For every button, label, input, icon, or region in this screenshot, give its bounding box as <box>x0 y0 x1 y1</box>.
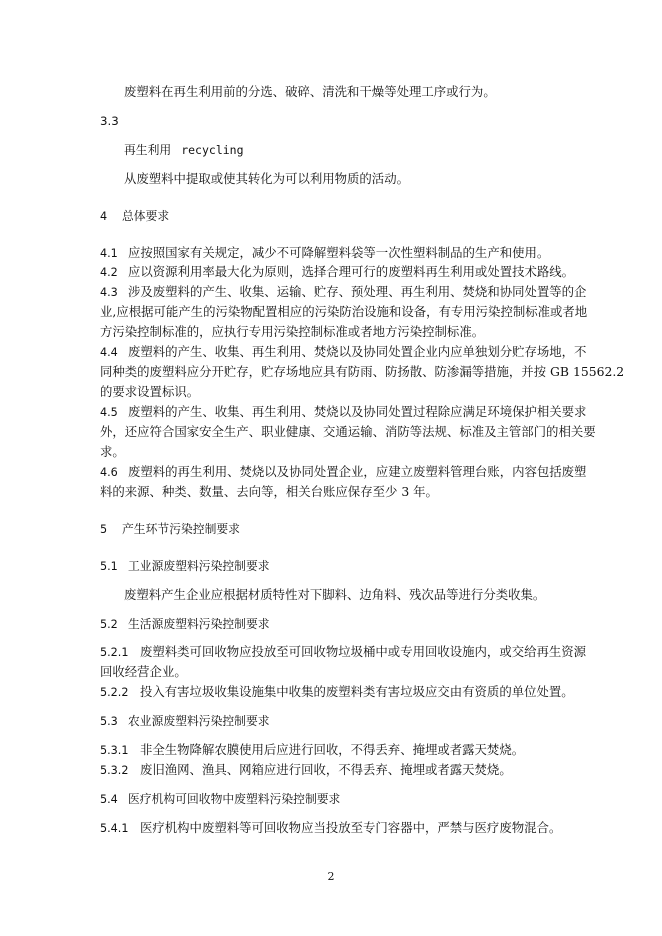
term-chinese: 再生利用 <box>124 143 172 157</box>
subsection-heading <box>100 713 270 730</box>
clause-number: 4.4 <box>100 346 118 359</box>
clause-number: 3.3 <box>100 114 119 128</box>
clause-number: 5.4 <box>100 793 118 806</box>
clause-number: 5.4.1 <box>100 822 129 835</box>
term-entry <box>124 142 244 158</box>
subsection-title: 农业源废塑料污染控制要求 <box>128 714 270 728</box>
term-english: recycling <box>181 143 244 157</box>
paragraph-line: 回收经营企业。 <box>100 664 187 679</box>
clause-number: 5.1 <box>100 560 118 573</box>
clause-line: 5.2.2 投入有害垃圾收集设施集中收集的废塑料类有害垃圾应交由有资质的单位处置。 <box>100 684 574 699</box>
paragraph-line: 外，还应符合国家安全生产、职业健康、交通运输、消防等法规、标准及主管部门的相关要 <box>100 424 596 439</box>
subsection-heading <box>100 558 270 575</box>
paragraph-line: 废塑料在再生利用前的分选、破碎、清洗和干燥等处理工序或行为。 <box>124 84 496 99</box>
term-definition: 从废塑料中提取或使其转化为可以利用物质的活动。 <box>124 171 409 186</box>
subsection-heading <box>100 791 340 808</box>
subsection-heading <box>100 616 270 633</box>
section-number: 5 <box>100 523 108 536</box>
subsection-title: 工业源废塑料污染控制要求 <box>128 559 270 573</box>
clause-number: 4.2 <box>100 266 118 279</box>
clause-number: 5.3.2 <box>100 764 129 777</box>
clause-number: 5.3 <box>100 715 118 728</box>
clause-number: 5.2.1 <box>100 646 129 659</box>
clause-number: 5.2 <box>100 618 118 631</box>
clause-line: 5.3.2 废旧渔网、渔具、网箱应进行回收，不得丢弃、掩埋或者露天焚烧。 <box>100 762 512 777</box>
paragraph-line: 的要求设置标识。 <box>100 384 200 399</box>
clause-line: 4.6 废塑料的再生利用、焚烧以及协同处置企业，应建立废塑料管理台账，内容包括废塑 <box>100 464 587 479</box>
paragraph-line: 料的来源、种类、数量、去向等，相关台账应保存至少 3 年。 <box>100 484 438 499</box>
subsection-title: 医疗机构可回收物中废塑料污染控制要求 <box>128 792 341 806</box>
clause-line: 5.3.1 非全生物降解农膜使用后应进行回收，不得丢弃、掩埋或者露天焚烧。 <box>100 742 525 757</box>
page-number: 2 <box>327 870 335 883</box>
section-title: 总体要求 <box>122 209 170 223</box>
section-title: 产生环节污染控制要求 <box>122 522 240 536</box>
clause-number: 4.5 <box>100 406 118 419</box>
clause-number: 5.2.2 <box>100 686 129 699</box>
clause-number: 4.6 <box>100 466 118 479</box>
clause-line: 4.5 废塑料的产生、收集、再生利用、焚烧以及协同处置过程除应满足环境保护相关要求 <box>100 404 587 419</box>
subsection-title: 生活源废塑料污染控制要求 <box>128 617 270 631</box>
paragraph-line: 业,应根据可能产生的污染物配置相应的污染防治设施和设备，有专用污染控制标准或者地 <box>100 304 588 319</box>
clause-line: 4.3 涉及废塑料的产生、收集、运输、贮存、预处理、再生利用、焚烧和协同处置等的企 <box>100 284 587 299</box>
clause-line: 5.4.1 医疗机构中废塑料等可回收物应当投放至专门容器中，严禁与医疗废物混合。 <box>100 820 562 835</box>
clause-line: 4.1 应按照国家有关规定，减少不可降解塑料袋等一次性塑料制品的生产和使用。 <box>100 245 550 260</box>
paragraph-line: 同种类的废塑料应分开贮存，贮存场地应具有防雨、防扬散、防渗漏等措施，并按 GB 15562.2 <box>100 364 625 379</box>
section-heading <box>100 208 169 225</box>
section-number: 4 <box>100 210 108 223</box>
clause-number: 4.3 <box>100 286 118 299</box>
clause-number: 5.3.1 <box>100 744 129 757</box>
clause-line: 4.2 应以资源利用率最大化为原则，选择合理可行的废塑料再生利用或处置技术路线。 <box>100 264 575 279</box>
clause-line: 5.2.1 废塑料类可回收物应投放至可回收物垃圾桶中或专用回收设施内，或交给再生资源 <box>100 644 587 659</box>
clause-number: 4.1 <box>100 247 118 260</box>
paragraph-line: 求。 <box>100 444 125 459</box>
paragraph-line: 方污染控制标准的，应执行专用污染控制标准或者地方污染控制标准。 <box>100 324 485 339</box>
clause-line: 4.4 废塑料的产生、收集、再生利用、焚烧以及协同处置企业内应单独划分贮存场地，不 <box>100 344 587 359</box>
paragraph-line: 废塑料产生企业应根据材质特性对下脚料、边角料、残次品等进行分类收集。 <box>124 587 546 602</box>
section-heading <box>100 521 240 538</box>
